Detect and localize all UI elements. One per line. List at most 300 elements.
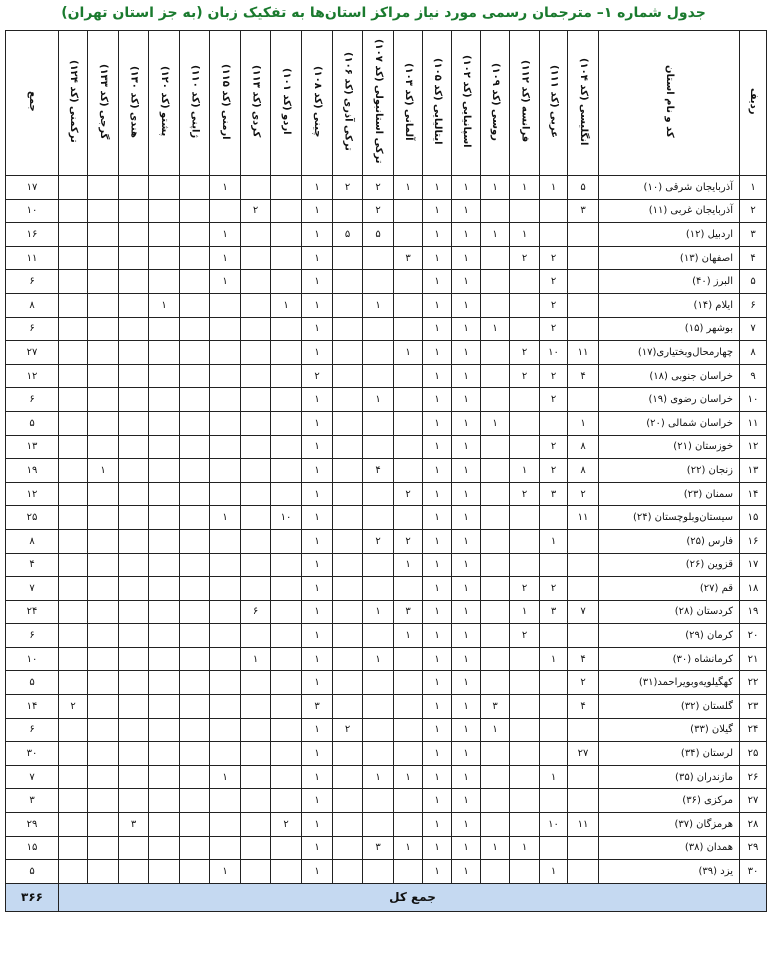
table-row [6, 223, 767, 247]
language-count-cell: ۱ [452, 317, 481, 341]
language-count-cell [59, 813, 88, 837]
language-count-cell [210, 459, 241, 483]
language-count-cell: ۱ [302, 388, 333, 412]
language-count-cell [119, 860, 149, 884]
language-count-cell [180, 506, 210, 530]
language-count-cell [180, 293, 210, 317]
header-language: اسپانیایی (کد ۱۰۲) [452, 31, 481, 176]
row-total: ۱۰ [6, 199, 59, 223]
language-count-cell [241, 718, 271, 742]
language-count-cell [119, 364, 149, 388]
language-count-cell [363, 506, 394, 530]
language-count-cell [119, 577, 149, 601]
table-row [6, 341, 767, 365]
language-count-cell [149, 860, 180, 884]
language-count-cell [394, 860, 423, 884]
language-count-cell [363, 482, 394, 506]
language-count-cell: ۱ [423, 671, 452, 695]
language-count-cell [481, 341, 510, 365]
language-count-cell: ۱ [481, 176, 510, 200]
row-total: ۲۵ [6, 506, 59, 530]
language-count-cell [59, 317, 88, 341]
language-count-cell [119, 624, 149, 648]
language-count-cell [394, 506, 423, 530]
language-count-cell: ۱ [510, 600, 540, 624]
language-count-cell: ۱ [302, 341, 333, 365]
language-count-cell [88, 506, 119, 530]
language-count-cell: ۱ [302, 718, 333, 742]
language-count-cell: ۲ [333, 176, 363, 200]
table-row [6, 364, 767, 388]
province-name: قزوین (۲۶) [599, 553, 740, 577]
language-count-cell: ۱ [423, 270, 452, 294]
language-count-cell [568, 388, 599, 412]
row-number: ۱ [740, 176, 767, 200]
language-count-cell [210, 742, 241, 766]
language-count-cell: ۱ [540, 765, 568, 789]
language-count-cell [241, 388, 271, 412]
header-total: جمع [6, 31, 59, 176]
language-count-cell [540, 671, 568, 695]
language-count-cell: ۱ [394, 624, 423, 648]
language-count-cell [59, 789, 88, 813]
language-count-cell [149, 270, 180, 294]
language-count-cell: ۲ [510, 624, 540, 648]
row-total: ۶ [6, 317, 59, 341]
language-count-cell [119, 647, 149, 671]
header-language: کردی (کد ۱۱۳) [241, 31, 271, 176]
table-row [6, 695, 767, 719]
language-count-cell: ۲ [510, 364, 540, 388]
language-count-cell: ۲ [510, 341, 540, 365]
language-count-cell [88, 742, 119, 766]
language-count-cell: ۱ [452, 482, 481, 506]
language-count-cell: ۲ [363, 529, 394, 553]
header-language: ایتالیایی (کد ۱۰۵) [423, 31, 452, 176]
table-row [6, 459, 767, 483]
language-count-cell [540, 742, 568, 766]
language-count-cell: ۱ [210, 765, 241, 789]
language-count-cell [210, 341, 241, 365]
language-count-cell [481, 459, 510, 483]
language-count-cell [88, 411, 119, 435]
language-count-cell [568, 317, 599, 341]
language-count-cell: ۱ [540, 529, 568, 553]
language-count-cell [241, 836, 271, 860]
language-count-cell: ۱ [452, 223, 481, 247]
language-count-cell [241, 270, 271, 294]
language-count-cell [119, 411, 149, 435]
language-count-cell [119, 388, 149, 412]
language-count-cell [149, 600, 180, 624]
language-count-cell [510, 789, 540, 813]
language-count-cell [119, 789, 149, 813]
language-count-cell: ۱ [510, 176, 540, 200]
language-count-cell: ۱ [452, 293, 481, 317]
language-count-cell [568, 765, 599, 789]
language-count-cell [59, 718, 88, 742]
language-count-cell: ۱ [452, 176, 481, 200]
row-total: ۴ [6, 553, 59, 577]
table-row [6, 529, 767, 553]
table-row [6, 789, 767, 813]
language-count-cell [180, 199, 210, 223]
language-count-cell: ۱ [481, 411, 510, 435]
table-row [6, 553, 767, 577]
language-count-cell [149, 577, 180, 601]
row-number: ۲۹ [740, 836, 767, 860]
language-count-cell [568, 293, 599, 317]
language-count-cell [540, 836, 568, 860]
table-row [6, 742, 767, 766]
language-count-cell: ۱ [452, 600, 481, 624]
language-count-cell: ۳ [363, 836, 394, 860]
language-count-cell: ۱۰ [540, 341, 568, 365]
language-count-cell: ۱ [540, 647, 568, 671]
language-count-cell [59, 223, 88, 247]
language-count-cell [119, 671, 149, 695]
row-total: ۱۳ [6, 435, 59, 459]
language-count-cell: ۱ [423, 293, 452, 317]
language-count-cell [210, 553, 241, 577]
language-count-cell [568, 529, 599, 553]
province-name: خراسان جنوبی (۱۸) [599, 364, 740, 388]
row-number: ۲۰ [740, 624, 767, 648]
table-row [6, 411, 767, 435]
language-count-cell: ۱ [452, 860, 481, 884]
language-count-cell [333, 388, 363, 412]
language-count-cell [241, 529, 271, 553]
language-count-cell [59, 671, 88, 695]
table-row [6, 671, 767, 695]
language-count-cell: ۲ [394, 482, 423, 506]
row-total: ۱۱ [6, 246, 59, 270]
language-count-cell [149, 836, 180, 860]
language-count-cell: ۱ [452, 718, 481, 742]
language-count-cell: ۱ [423, 742, 452, 766]
language-count-cell [180, 600, 210, 624]
language-count-cell [271, 270, 302, 294]
row-number: ۱۲ [740, 435, 767, 459]
language-count-cell [394, 742, 423, 766]
language-count-cell: ۲ [540, 364, 568, 388]
language-count-cell [333, 411, 363, 435]
province-name: آذربایجان غربی (۱۱) [599, 199, 740, 223]
language-count-cell: ۱ [210, 223, 241, 247]
language-count-cell: ۱ [452, 813, 481, 837]
language-count-cell [271, 624, 302, 648]
language-count-cell [481, 293, 510, 317]
language-count-cell [149, 813, 180, 837]
header-row [6, 31, 767, 176]
language-count-cell: ۱ [423, 600, 452, 624]
language-count-cell [510, 718, 540, 742]
language-count-cell [119, 199, 149, 223]
language-count-cell [394, 293, 423, 317]
language-count-cell: ۱ [302, 765, 333, 789]
language-count-cell: ۱ [394, 341, 423, 365]
language-count-cell [59, 506, 88, 530]
language-count-cell: ۱ [423, 860, 452, 884]
row-number: ۵ [740, 270, 767, 294]
language-count-cell [271, 459, 302, 483]
language-count-cell [363, 435, 394, 459]
language-count-cell: ۳ [481, 695, 510, 719]
row-number: ۲۳ [740, 695, 767, 719]
language-count-cell [59, 388, 88, 412]
language-count-cell [394, 388, 423, 412]
language-count-cell: ۱ [452, 246, 481, 270]
language-count-cell [568, 789, 599, 813]
row-total: ۳۰ [6, 742, 59, 766]
row-total: ۲۷ [6, 341, 59, 365]
language-count-cell [59, 364, 88, 388]
language-count-cell [119, 765, 149, 789]
language-count-cell [271, 411, 302, 435]
language-count-cell [363, 364, 394, 388]
language-count-cell [119, 270, 149, 294]
header-language: گرجی (کد ۱۳۳) [88, 31, 119, 176]
language-count-cell: ۱ [302, 647, 333, 671]
language-count-cell [119, 529, 149, 553]
row-total: ۶ [6, 270, 59, 294]
language-count-cell: ۱ [363, 765, 394, 789]
language-count-cell [149, 435, 180, 459]
header-language: عربی (کد ۱۱۱) [540, 31, 568, 176]
province-name: همدان (۳۸) [599, 836, 740, 860]
row-total: ۳ [6, 789, 59, 813]
language-count-cell: ۱ [423, 577, 452, 601]
language-count-cell [333, 600, 363, 624]
language-count-cell [88, 789, 119, 813]
language-count-cell [271, 836, 302, 860]
language-count-cell [271, 482, 302, 506]
language-count-cell [88, 199, 119, 223]
language-count-cell: ۱ [302, 506, 333, 530]
language-count-cell [363, 411, 394, 435]
language-count-cell [59, 553, 88, 577]
language-count-cell [333, 435, 363, 459]
language-count-cell [394, 435, 423, 459]
language-count-cell [271, 223, 302, 247]
language-count-cell [481, 388, 510, 412]
language-count-cell: ۳ [568, 199, 599, 223]
language-count-cell [540, 553, 568, 577]
language-count-cell [510, 860, 540, 884]
language-count-cell [363, 860, 394, 884]
language-count-cell [510, 742, 540, 766]
province-name: فارس (۲۵) [599, 529, 740, 553]
language-count-cell: ۱ [302, 293, 333, 317]
table-row [6, 317, 767, 341]
province-name: خراسان رضوی (۱۹) [599, 388, 740, 412]
language-count-cell: ۱ [540, 860, 568, 884]
language-count-cell [510, 671, 540, 695]
language-count-cell [271, 600, 302, 624]
language-count-cell [180, 435, 210, 459]
language-count-cell [88, 600, 119, 624]
language-count-cell: ۱ [540, 176, 568, 200]
language-count-cell: ۱ [210, 860, 241, 884]
language-count-cell [180, 246, 210, 270]
language-count-cell [210, 411, 241, 435]
language-count-cell [271, 435, 302, 459]
language-count-cell [481, 647, 510, 671]
language-count-cell: ۱ [149, 293, 180, 317]
language-count-cell [394, 364, 423, 388]
language-count-cell [180, 388, 210, 412]
language-count-cell [59, 742, 88, 766]
language-count-cell [88, 529, 119, 553]
table-row [6, 435, 767, 459]
language-count-cell [59, 577, 88, 601]
row-total: ۵ [6, 860, 59, 884]
language-count-cell: ۱ [210, 506, 241, 530]
row-total: ۱۰ [6, 647, 59, 671]
language-count-cell [149, 459, 180, 483]
language-count-cell [510, 529, 540, 553]
language-count-cell: ۱ [302, 577, 333, 601]
language-count-cell [180, 529, 210, 553]
language-count-cell [241, 695, 271, 719]
language-count-cell [363, 742, 394, 766]
language-count-cell: ۱ [481, 317, 510, 341]
language-count-cell [149, 647, 180, 671]
language-count-cell: ۱ [481, 223, 510, 247]
province-name: کهگیلویه‌وبویراحمد(۳۱) [599, 671, 740, 695]
province-name: ایلام (۱۴) [599, 293, 740, 317]
language-count-cell [540, 199, 568, 223]
language-count-cell [180, 553, 210, 577]
language-count-cell: ۱ [423, 695, 452, 719]
language-count-cell: ۲ [540, 388, 568, 412]
language-count-cell [210, 624, 241, 648]
language-count-cell [180, 647, 210, 671]
language-count-cell [510, 199, 540, 223]
language-count-cell [88, 341, 119, 365]
language-count-cell [540, 624, 568, 648]
language-count-cell [119, 718, 149, 742]
language-count-cell [180, 317, 210, 341]
row-total: ۱۹ [6, 459, 59, 483]
language-count-cell [481, 506, 510, 530]
language-count-cell [210, 671, 241, 695]
language-count-cell [241, 813, 271, 837]
language-count-cell [149, 246, 180, 270]
language-count-cell [333, 246, 363, 270]
language-count-cell [119, 223, 149, 247]
language-count-cell [568, 836, 599, 860]
language-count-cell [149, 223, 180, 247]
header-language: ترکمنی (کد ۱۲۴) [59, 31, 88, 176]
language-count-cell: ۲ [510, 246, 540, 270]
language-count-cell [510, 553, 540, 577]
language-count-cell [149, 553, 180, 577]
language-count-cell [481, 789, 510, 813]
language-count-cell: ۱ [423, 364, 452, 388]
language-count-cell [363, 624, 394, 648]
header-language: اردو (کد ۱۰۱) [271, 31, 302, 176]
language-count-cell [241, 223, 271, 247]
language-count-cell [88, 317, 119, 341]
row-number: ۱۸ [740, 577, 767, 601]
language-count-cell [510, 293, 540, 317]
province-name: اصفهان (۱۳) [599, 246, 740, 270]
language-count-cell [119, 293, 149, 317]
language-count-cell [88, 246, 119, 270]
language-count-cell [241, 364, 271, 388]
language-count-cell [88, 577, 119, 601]
language-count-cell [210, 695, 241, 719]
language-count-cell: ۱۱ [568, 341, 599, 365]
language-count-cell [271, 718, 302, 742]
language-count-cell [88, 624, 119, 648]
table-row [6, 388, 767, 412]
language-count-cell [88, 647, 119, 671]
language-count-cell: ۱ [423, 435, 452, 459]
language-count-cell [333, 506, 363, 530]
language-count-cell [180, 176, 210, 200]
language-count-cell: ۲ [510, 577, 540, 601]
language-count-cell [510, 388, 540, 412]
language-count-cell [149, 341, 180, 365]
language-count-cell: ۳ [302, 695, 333, 719]
language-count-cell [180, 695, 210, 719]
language-count-cell [149, 364, 180, 388]
footer-row [6, 883, 767, 911]
language-count-cell: ۱۱ [568, 506, 599, 530]
language-count-cell: ۲ [59, 695, 88, 719]
language-count-cell: ۱ [363, 600, 394, 624]
language-count-cell [59, 860, 88, 884]
language-count-cell [540, 411, 568, 435]
language-count-cell [149, 718, 180, 742]
row-number: ۷ [740, 317, 767, 341]
row-number: ۱۳ [740, 459, 767, 483]
language-count-cell [333, 293, 363, 317]
row-number: ۲۵ [740, 742, 767, 766]
language-count-cell [210, 600, 241, 624]
language-count-cell [119, 176, 149, 200]
language-count-cell [333, 317, 363, 341]
language-count-cell [333, 577, 363, 601]
row-number: ۱۵ [740, 506, 767, 530]
language-count-cell: ۱ [423, 529, 452, 553]
table-row [6, 647, 767, 671]
language-count-cell: ۱ [452, 506, 481, 530]
language-count-cell: ۲ [540, 435, 568, 459]
language-count-cell [88, 813, 119, 837]
language-count-cell: ۱ [423, 647, 452, 671]
language-count-cell: ۱ [452, 529, 481, 553]
language-count-cell: ۳ [540, 600, 568, 624]
language-count-cell [510, 813, 540, 837]
language-count-cell [363, 813, 394, 837]
language-count-cell: ۱ [302, 246, 333, 270]
language-count-cell [271, 199, 302, 223]
language-count-cell [180, 459, 210, 483]
language-count-cell [241, 317, 271, 341]
language-count-cell [149, 199, 180, 223]
language-count-cell [210, 647, 241, 671]
language-count-cell [180, 624, 210, 648]
language-count-cell [333, 341, 363, 365]
language-count-cell [481, 600, 510, 624]
province-name: خوزستان (۲۱) [599, 435, 740, 459]
language-count-cell: ۵ [363, 223, 394, 247]
header-language: چینی (کد ۱۰۸) [302, 31, 333, 176]
language-count-cell [394, 411, 423, 435]
